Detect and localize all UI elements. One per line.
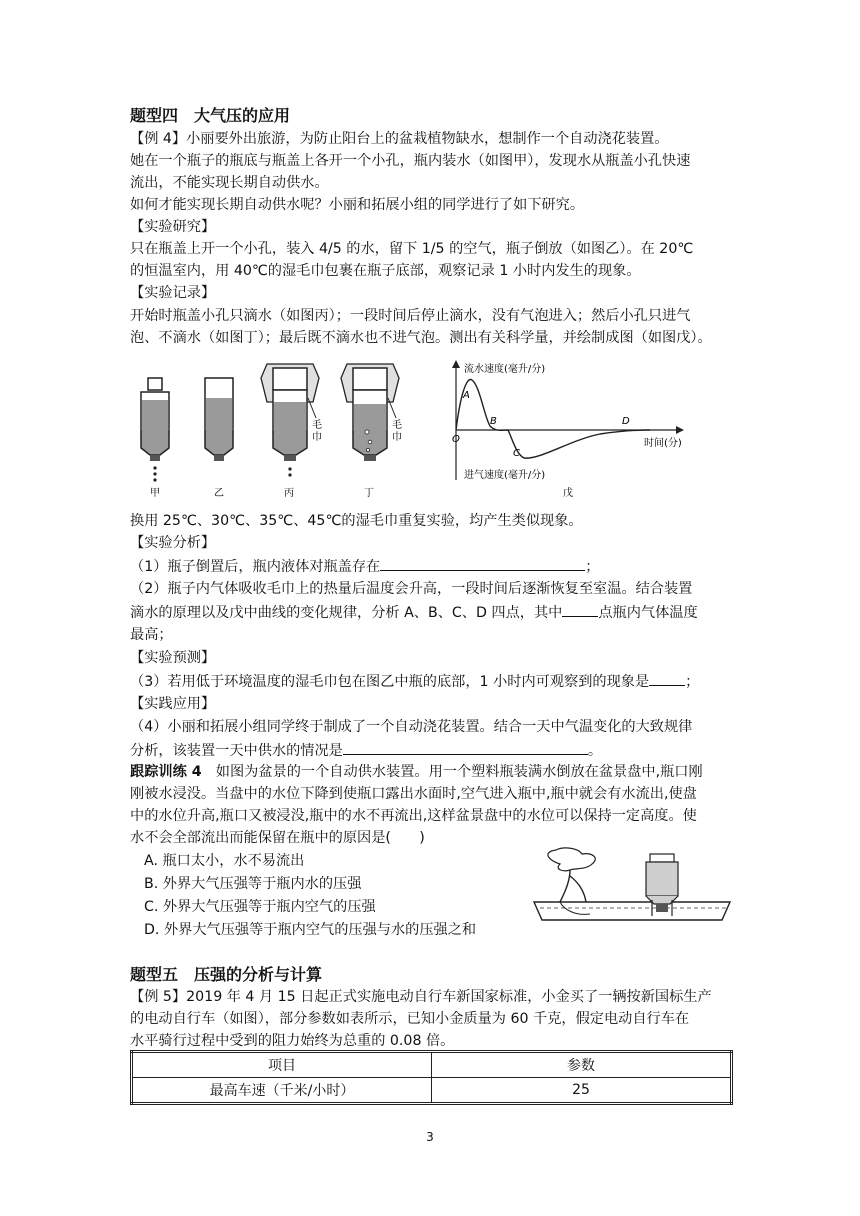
parameter-table bbox=[130, 1050, 733, 1105]
option-d[interactable]: D. 外界大气压强等于瓶内空气的压强与水的压强之和 bbox=[144, 922, 477, 938]
experiment-figure bbox=[130, 358, 740, 504]
towel-label-2: 巾 bbox=[392, 432, 402, 443]
bottle-yi bbox=[205, 378, 233, 461]
subheading-record: 【实验记录】 bbox=[130, 285, 216, 301]
answer-blank[interactable] bbox=[380, 555, 585, 571]
table-row bbox=[132, 1078, 732, 1104]
point-b: B bbox=[490, 416, 497, 427]
towel-label-1: 毛 bbox=[312, 420, 322, 431]
answer-blank[interactable] bbox=[649, 670, 685, 686]
question-4: （4）小丽和拓展小组同学终于制成了一个自动浇花装置。结合一天中气温变化的大致规律 bbox=[130, 719, 693, 735]
example-tag: 【例 4】 bbox=[130, 131, 187, 147]
option-a[interactable]: A. 瓶口太小，水不易流出 bbox=[144, 853, 305, 869]
example-5-intro: 【例 5】2019 年 4 月 15 日起正式实施电动自行车新国家标准，小金买了一辆按新国标生产 bbox=[130, 989, 712, 1005]
paragraph: 水平骑行过程中受到的阻力始终为总重的 0.08 倍。 bbox=[130, 1033, 455, 1049]
graph-y-label-top: 流水速度(毫升/分) bbox=[464, 364, 546, 375]
towel-label-2: 巾 bbox=[312, 432, 322, 443]
paragraph: 只在瓶盖上开一个小孔，装入 4/5 的水，留下 1/5 的空气，瓶子倒放（如图乙）。在 20℃ bbox=[130, 241, 694, 257]
question-3: （3）若用低于环境温度的湿毛巾包在图乙中瓶的底部，1 小时内可观察到的现象是 ； bbox=[130, 670, 730, 693]
subheading-apply: 【实践应用】 bbox=[130, 696, 216, 712]
paragraph: 泡、不滴水（如图丁）；最后既不滴水也不进气泡。测出有关科学量，并绘制成图（如图戊）。 bbox=[130, 330, 712, 346]
page-number: 3 bbox=[426, 1130, 434, 1144]
subheading-predict: 【实验预测】 bbox=[130, 650, 216, 666]
graph-x-label: 时间(分) bbox=[644, 438, 682, 449]
table-header: 项目 bbox=[132, 1052, 432, 1078]
point-a: A bbox=[463, 390, 470, 401]
bottle-bing bbox=[261, 364, 322, 477]
training-paragraph: 水不会全部流出而能保留在瓶中的原因是( ) bbox=[130, 830, 425, 846]
training-4-line: 跟踪训练 4 如图为盆景的一个自动供水装置。用一个塑料瓶装满水倒放在盆景盘中,瓶口刚 bbox=[130, 764, 703, 780]
paragraph: 换用 25℃、30℃、35℃、45℃的湿毛巾重复实验，均产生类似现象。 bbox=[130, 513, 583, 529]
question-1: （1）瓶子倒置后，瓶内液体对瓶盖存在 ； bbox=[130, 555, 730, 578]
paragraph: 她在一个瓶子的瓶底与瓶盖上各开一个小孔，瓶内装水（如图甲），发现水从瓶盖小孔快速 bbox=[130, 153, 691, 169]
training-paragraph: 中的水位升高,瓶口又被浸没,瓶中的水不再流出,这样盆景盘中的水位可以保持一定高度。使 bbox=[130, 808, 697, 824]
answer-blank[interactable] bbox=[343, 739, 588, 755]
point-d: D bbox=[622, 416, 630, 427]
example-text: 小丽要外出旅游，为防止阳台上的盆栽植物缺水，想制作一个自动浇花装置。 bbox=[186, 131, 669, 147]
table-cell: 最高车速（千米/小时） bbox=[132, 1078, 432, 1104]
flow-speed-graph bbox=[452, 360, 684, 499]
label-ding: 丁 bbox=[364, 488, 374, 499]
section-title: 题型四 大气压的应用 bbox=[130, 106, 291, 125]
paragraph: 的恒温室内，用 40℃的湿毛巾包裹在瓶子底部，观察记录 1 小时内发生的现象。 bbox=[130, 263, 641, 279]
label-bing: 丙 bbox=[284, 488, 294, 499]
point-c: C bbox=[513, 448, 520, 459]
option-c[interactable]: C. 外界大气压强等于瓶内空气的压强 bbox=[144, 899, 376, 915]
label-yi: 乙 bbox=[214, 488, 224, 499]
paragraph: 的电动自行车（如图），部分参数如表所示，已知小金质量为 60 千克，假定电动自行车在 bbox=[130, 1011, 690, 1027]
bottle-jia bbox=[141, 378, 169, 482]
question-2-end: 最高； bbox=[130, 627, 173, 643]
question-2: （2）瓶子内气体吸收毛巾上的热量后温度会升高，一段时间后逐渐恢复至室温。结合装置 bbox=[130, 581, 693, 597]
point-o: O bbox=[452, 434, 460, 445]
label-jia: 甲 bbox=[150, 488, 160, 499]
question-4-cont: 分析，该装置一天中供水的情况是 。 bbox=[130, 739, 730, 762]
subheading-analysis: 【实验分析】 bbox=[130, 535, 216, 551]
answer-blank[interactable] bbox=[562, 601, 598, 617]
training-paragraph: 刚被水浸没。当盘中的水位下降到使瓶口露出水面时,空气进入瓶中,瓶中就会有水流出,使盘 bbox=[130, 786, 697, 802]
example-4-intro bbox=[130, 128, 730, 150]
section-title: 题型五 压强的分析与计算 bbox=[130, 965, 323, 984]
bottle-ding bbox=[341, 364, 402, 461]
example-tag: 【例 5】 bbox=[130, 989, 187, 1005]
training-tag: 跟踪训练 4 bbox=[130, 764, 202, 780]
label-wu: 戊 bbox=[563, 488, 573, 499]
bonsai-figure bbox=[530, 846, 735, 926]
table-cell: 25 bbox=[432, 1078, 732, 1104]
towel-label-1: 毛 bbox=[392, 420, 402, 431]
paragraph: 流出，不能实现长期自动供水。 bbox=[130, 175, 329, 191]
paragraph: 开始时瓶盖小孔只滴水（如图丙）；一段时间后停止滴水，没有气泡进入；然后小孔只进气 bbox=[130, 308, 691, 324]
option-b[interactable]: B. 外界大气压强等于瓶内水的压强 bbox=[144, 876, 362, 892]
table-header-row bbox=[132, 1052, 732, 1078]
table-header: 参数 bbox=[432, 1052, 732, 1078]
subheading-research: 【实验研究】 bbox=[130, 219, 216, 235]
paragraph: 如何才能实现长期自动供水呢？小丽和拓展小组的同学进行了如下研究。 bbox=[130, 197, 585, 213]
graph-y-label-bottom: 进气速度(毫升/分) bbox=[464, 470, 546, 481]
question-2-cont: 滴水的原理以及戊中曲线的变化规律，分析 A、B、C、D 四点，其中 点瓶内气体温度 bbox=[130, 601, 730, 624]
